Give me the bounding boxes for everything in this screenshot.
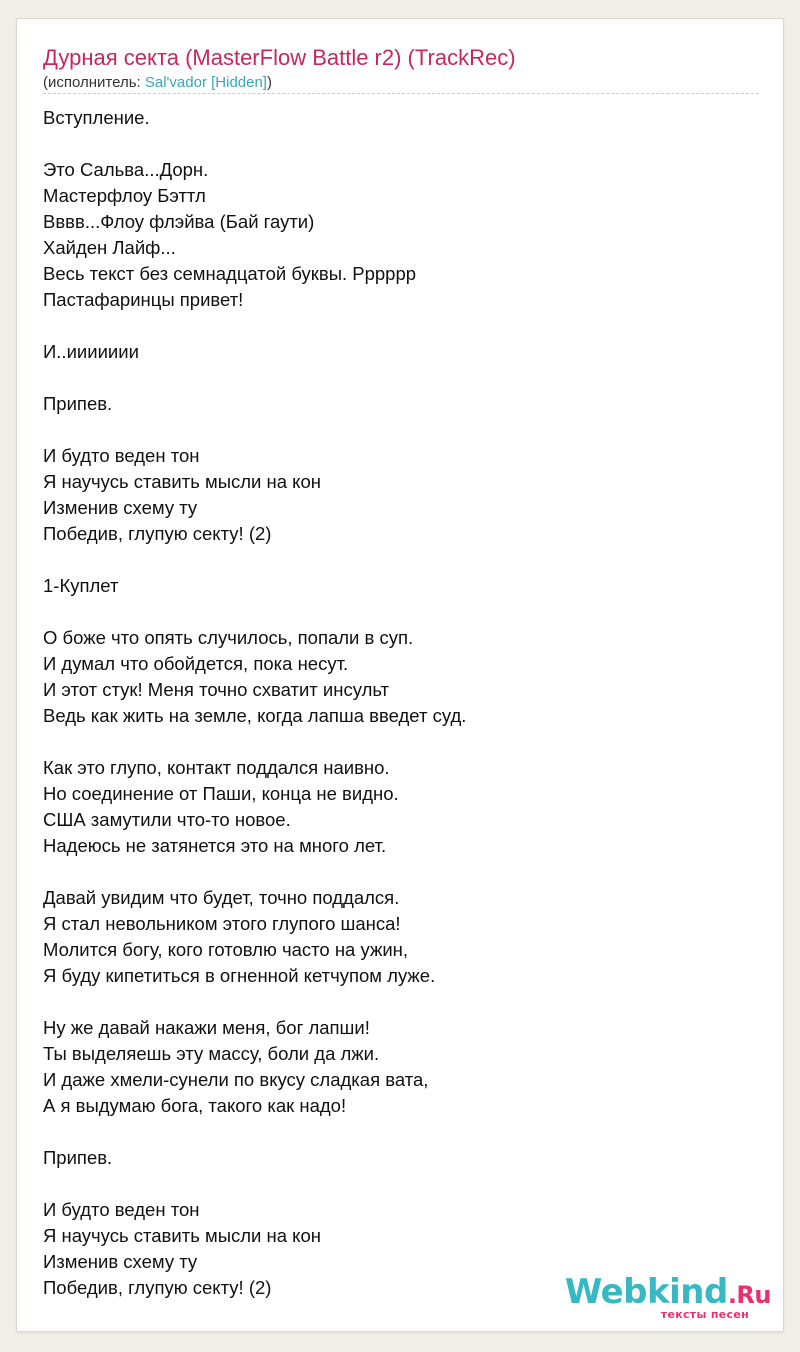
webkind-logo[interactable] (564, 1272, 771, 1323)
lyrics-body (43, 105, 763, 1301)
lyric-line: Ведь как жить на земле, когда лапша введет суд. (43, 705, 467, 726)
lyrics-card (16, 18, 784, 1332)
lyric-line: И..иииииии (43, 341, 139, 362)
lyric-line (43, 131, 763, 157)
lyric-line (43, 989, 763, 1015)
lyric-line: Вступление. (43, 107, 150, 128)
lyric-line: Я научусь ставить мысли на кон (43, 471, 321, 492)
lyric-line (43, 729, 763, 755)
lyric-line: И будто веден тон (43, 1199, 200, 1220)
lyric-line: И будто веден тон (43, 445, 200, 466)
lyric-line: Вввв...Флоу флэйва (Бай гаути) (43, 211, 315, 232)
lyric-line: И думал что обойдется, пока несут. (43, 653, 349, 674)
logo-tagline: тексты песен (660, 1308, 749, 1321)
lyric-line: Победив, глупую секту! (2) (43, 523, 272, 544)
lyric-line (43, 313, 763, 339)
lyric-line: Припев. (43, 1147, 113, 1168)
artist-suffix: ) (266, 74, 272, 91)
lyric-line: Весь текст без семнадцатой буквы. Рррррр (43, 263, 417, 284)
lyric-line: Победив, глупую секту! (2) (43, 1277, 272, 1298)
lyric-line: Как это глупо, контакт поддался наивно. (43, 757, 390, 778)
lyric-line (43, 1119, 763, 1145)
lyric-line: Надеюсь не затянется это на много лет. (43, 835, 387, 856)
lyric-line: Я стал невольником этого глупого шанса! (43, 913, 401, 934)
header-divider (43, 93, 759, 94)
song-title: Дурная секта (MasterFlow Battle r2) (TrackRec) (43, 45, 516, 70)
artist-line (43, 73, 272, 93)
lyric-line: 1-Куплет (43, 575, 119, 596)
logo-tld: .Ru (727, 1281, 771, 1309)
lyric-line (43, 417, 763, 443)
lyric-line: Припев. (43, 393, 113, 414)
lyric-line: Молится богу, кого готовлю часто на ужин, (43, 939, 409, 960)
lyric-line: Изменив схему ту (43, 497, 198, 518)
lyric-line: О боже что опять случилось, попали в суп. (43, 627, 414, 648)
lyric-line: Ты выделяешь эту массу, боли да лжи. (43, 1043, 380, 1064)
lyric-line (43, 365, 763, 391)
artist-prefix: (исполнитель: (43, 74, 145, 91)
lyric-line: Ну же давай накажи меня, бог лапши! (43, 1017, 370, 1038)
lyric-line: Я буду кипетиться в огненной кетчупом луже. (43, 965, 436, 986)
lyric-line (43, 547, 763, 573)
lyric-line: Давай увидим что будет, точно поддался. (43, 887, 400, 908)
lyric-line: И даже хмели-сунели по вкусу сладкая вата, (43, 1069, 429, 1090)
lyric-line (43, 1171, 763, 1197)
lyric-line: Мастерфлоу Бэттл (43, 185, 206, 206)
lyric-line: Пастафаринцы привет! (43, 289, 244, 310)
lyric-line: Изменив схему ту (43, 1251, 198, 1272)
artist-link[interactable]: Sal'vador [Hidden] (144, 74, 267, 91)
lyric-line (43, 859, 763, 885)
lyric-line: Это Сальва...Дорн. (43, 159, 209, 180)
lyric-line: А я выдумаю бога, такого как надо! (43, 1095, 347, 1116)
lyric-line: Хайден Лайф... (43, 237, 176, 258)
logo-word: Webkind (564, 1272, 728, 1312)
lyric-line (43, 599, 763, 625)
lyric-line: Но соединение от Паши, конца не видно. (43, 783, 399, 804)
lyric-line: Я научусь ставить мысли на кон (43, 1225, 321, 1246)
lyric-line: США замутили что-то новое. (43, 809, 291, 830)
lyric-line: И этот стук! Меня точно схватит инсульт (43, 679, 390, 700)
